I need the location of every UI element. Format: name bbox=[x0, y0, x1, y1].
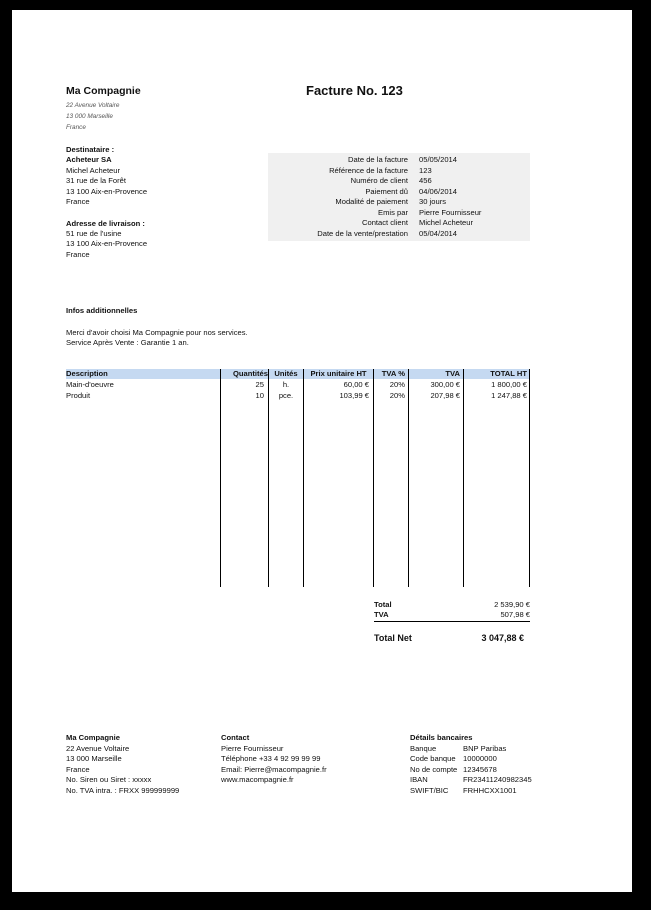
cell-quantity: 25 bbox=[255, 380, 264, 389]
footer-contact-heading: Contact bbox=[221, 733, 250, 742]
company-name: Ma Compagnie bbox=[66, 85, 141, 97]
meta-row bbox=[268, 229, 530, 239]
total-value: 2 539,90 € bbox=[494, 600, 530, 609]
meta-value: 05/04/2014 bbox=[419, 228, 458, 238]
cell-units: h. bbox=[282, 380, 290, 389]
meta-value: Pierre Fournisseur bbox=[419, 207, 482, 217]
column-divider bbox=[373, 369, 374, 587]
bank-value: FRHHCXX1001 bbox=[463, 786, 517, 795]
cell-vat: 207,98 € bbox=[430, 390, 460, 400]
delivery-line: 13 100 Aix-en-Provence bbox=[66, 239, 148, 248]
info-line: Service Après Vente : Garantie 1 an. bbox=[66, 338, 189, 347]
meta-row bbox=[268, 166, 530, 176]
cell-vat: 300,00 € bbox=[430, 380, 460, 389]
meta-row bbox=[268, 155, 530, 165]
footer-company-line: No. Siren ou Siret : xxxxx bbox=[66, 775, 152, 784]
cell-unit-price: 103,99 € bbox=[339, 390, 369, 400]
meta-value: 30 jours bbox=[419, 197, 447, 206]
column-header-description: Description bbox=[66, 369, 108, 378]
column-divider bbox=[408, 369, 409, 587]
footer-contact-line: www.macompagnie.fr bbox=[221, 775, 294, 784]
column-divider bbox=[303, 369, 304, 587]
footer-company-line: 22 Avenue Voltaire bbox=[66, 744, 130, 753]
recipient-heading: Destinataire : bbox=[66, 145, 115, 154]
footer-contact-line: Pierre Fournisseur bbox=[221, 744, 284, 753]
bank-label: No de compte bbox=[410, 765, 458, 774]
bank-label: SWIFT/BIC bbox=[410, 786, 449, 795]
cell-units: pce. bbox=[278, 390, 294, 400]
invoice-title: Facture No. 123 bbox=[306, 83, 403, 98]
column-header-total-ht: TOTAL HT bbox=[490, 369, 527, 378]
items-table bbox=[66, 369, 530, 587]
meta-label: Modalité de paiement bbox=[335, 197, 408, 206]
meta-value: 123 bbox=[419, 165, 432, 175]
meta-row bbox=[268, 197, 530, 207]
company-address-line: France bbox=[66, 124, 86, 131]
recipient-line: 13 100 Aix-en-Provence bbox=[66, 187, 148, 196]
footer-company-line: 13 000 Marseille bbox=[66, 754, 122, 763]
column-divider bbox=[529, 369, 530, 587]
cell-vat-rate: 20% bbox=[389, 380, 405, 389]
cell-vat-rate: 20% bbox=[389, 390, 405, 400]
cell-description: Produit bbox=[66, 390, 91, 400]
tva-value: 507,98 € bbox=[500, 610, 530, 619]
cell-description: Main-d'oeuvre bbox=[66, 380, 114, 389]
meta-value: Michel Acheteur bbox=[419, 218, 474, 227]
meta-row bbox=[268, 208, 530, 218]
tva-label: TVA bbox=[374, 610, 389, 619]
meta-row bbox=[268, 218, 530, 228]
info-heading: Infos additionnelles bbox=[66, 306, 138, 315]
company-address-line: 22 Avenue Voltaire bbox=[66, 102, 120, 109]
bank-label: Banque bbox=[410, 744, 437, 753]
column-divider bbox=[220, 369, 221, 587]
delivery-heading: Adresse de livraison : bbox=[66, 219, 145, 228]
company-address-line: 13 000 Marseille bbox=[66, 113, 113, 120]
bank-label: IBAN bbox=[410, 775, 428, 784]
meta-label: Date de la facture bbox=[348, 155, 408, 164]
bank-label: Code banque bbox=[410, 754, 456, 763]
meta-label: Référence de la facture bbox=[329, 165, 408, 175]
delivery-line: 51 rue de l'usine bbox=[66, 229, 122, 238]
info-line: Merci d'avoir choisi Ma Compagnie pour nos services. bbox=[66, 328, 248, 337]
footer-company-line: France bbox=[66, 765, 90, 774]
recipient-line: France bbox=[66, 197, 90, 206]
meta-row bbox=[268, 187, 530, 197]
column-header-vat-rate: TVA % bbox=[381, 369, 405, 378]
cell-quantity: 10 bbox=[255, 390, 264, 400]
footer-company-heading: Ma Compagnie bbox=[66, 733, 121, 742]
column-header-units: Unités bbox=[274, 369, 298, 378]
column-header-vat: TVA bbox=[445, 369, 460, 378]
meta-label: Contact client bbox=[361, 218, 408, 227]
meta-label: Numéro de client bbox=[350, 176, 408, 185]
column-header-quantity: Quantités bbox=[232, 369, 268, 378]
column-divider bbox=[268, 369, 269, 587]
meta-value: 456 bbox=[419, 176, 432, 185]
meta-row bbox=[268, 176, 530, 186]
footer-contact-line: Téléphone +33 4 92 99 99 99 bbox=[221, 754, 321, 763]
delivery-line: France bbox=[66, 250, 90, 259]
bank-value: 10000000 bbox=[463, 754, 497, 763]
meta-label: Date de la vente/prestation bbox=[317, 228, 408, 238]
meta-label: Emis par bbox=[378, 207, 408, 217]
invoice-page bbox=[12, 10, 632, 892]
footer-company-line: No. TVA intra. : FRXX 999999999 bbox=[66, 786, 180, 795]
footer-contact-line: Email: Pierre@macompagnie.fr bbox=[221, 765, 327, 774]
footer-bank-heading: Détails bancaires bbox=[410, 733, 473, 742]
cell-total-ht: 1 247,88 € bbox=[491, 390, 527, 400]
net-value: 3 047,88 € bbox=[481, 633, 524, 643]
recipient-line: 31 rue de la Forêt bbox=[66, 176, 126, 185]
recipient-line: Michel Acheteur bbox=[66, 166, 121, 175]
cell-unit-price: 60,00 € bbox=[343, 380, 369, 389]
net-label: Total Net bbox=[374, 633, 412, 643]
column-divider bbox=[463, 369, 464, 587]
recipient-name: Acheteur SA bbox=[66, 155, 112, 164]
bank-value: BNP Paribas bbox=[463, 744, 507, 753]
totals-divider bbox=[374, 621, 530, 622]
bank-value: 12345678 bbox=[463, 765, 497, 774]
column-header-unit-price: Prix unitaire HT bbox=[310, 369, 367, 378]
meta-value: 04/06/2014 bbox=[419, 186, 458, 196]
meta-label: Paiement dû bbox=[365, 186, 408, 196]
invoice-meta-box bbox=[268, 153, 530, 241]
meta-value: 05/05/2014 bbox=[419, 155, 458, 164]
total-label: Total bbox=[374, 600, 392, 609]
bank-value: FR23411240982345 bbox=[463, 775, 532, 784]
cell-total-ht: 1 800,00 € bbox=[491, 380, 527, 389]
